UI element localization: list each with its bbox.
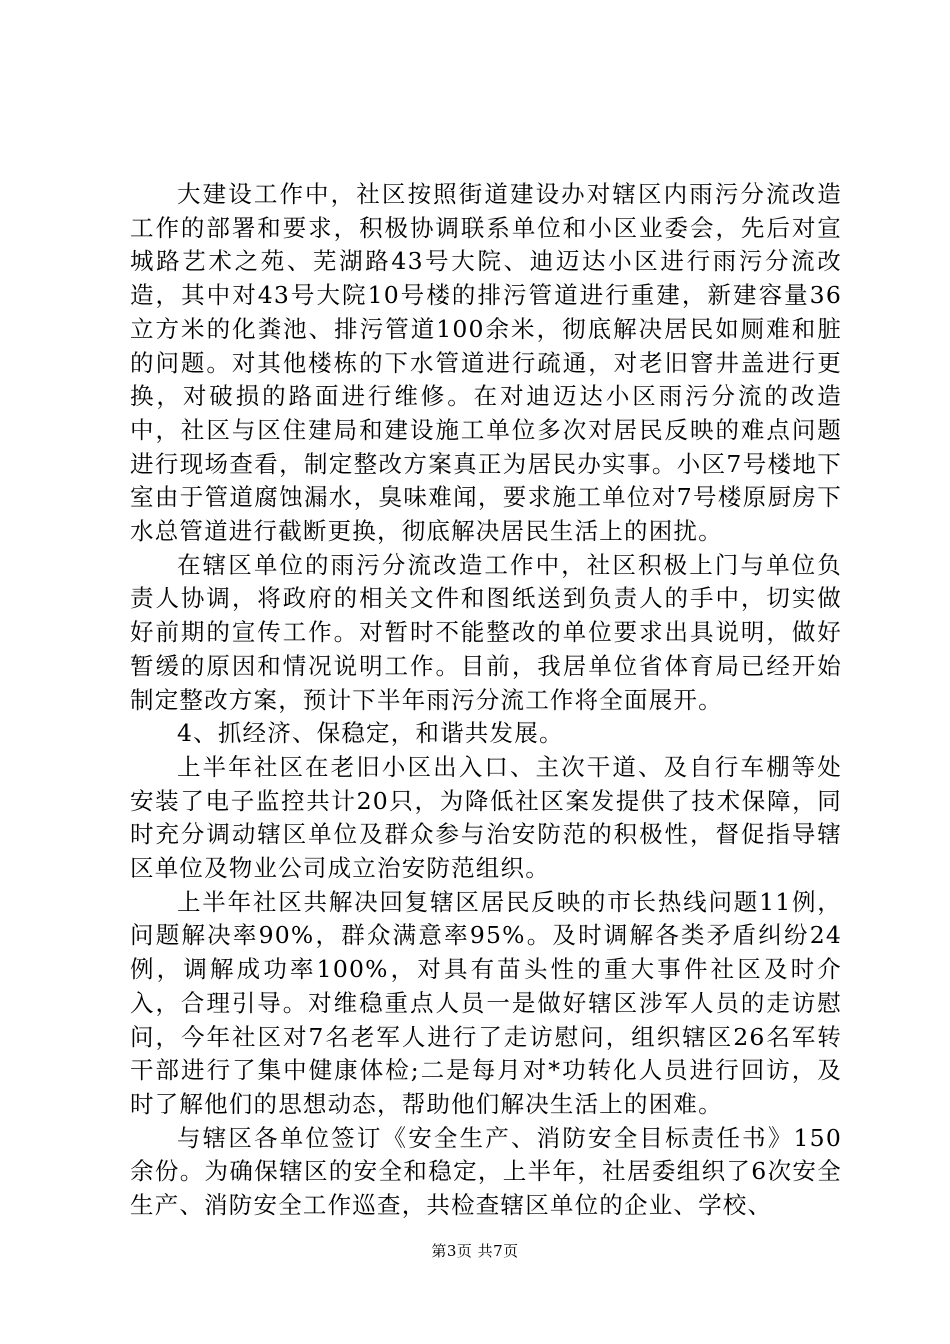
document-body <box>130 178 842 1223</box>
paragraph-safety-responsibility: 与辖区各单位签订《安全生产、消防安全目标责任书》150余份。为确保辖区的安全和稳定，上半年，社居委组织了6次安全生产、消防安全工作巡查，共检查辖区单位的企业、学校、 <box>130 1123 842 1220</box>
page-number-footer: 第3页 共7页 <box>431 1242 519 1260</box>
paragraph-unit-renovation: 在辖区单位的雨污分流改造工作中，社区积极上门与单位负责人协调，将政府的相关文件和图纸送到负责人的手中，切实做好前期的宣传工作。对暂时不能整改的单位要求出具说明，做好暂缓的原因和情况说明工作。目前，我居单位省体育局已经开始制定整改方案，预计下半年雨污分流工作将全面展开。 <box>130 550 842 714</box>
paragraph-surveillance: 上半年社区在老旧小区出入口、主次干道、及自行车棚等处安装了电子监控共计20只，为降低社区案发提供了技术保障，同时充分调动辖区单位及群众参与治安防范的积极性，督促指导辖区单位及物业公司成立治安防范组织。 <box>130 752 842 883</box>
section-heading-economy-stability: 4、抓经济、保稳定，和谐共发展。 <box>177 719 564 748</box>
paragraph-hotline-mediation: 上半年社区共解决回复辖区居民反映的市长热线问题11例，问题解决率90%，群众满意率95%。及时调解各类矛盾纠纷24例，调解成功率100%，对具有苗头性的重大事件社区及时介入，合理引导。对维稳重点人员一是做好辖区涉军人员的走访慰问，今年社区对7名老军人进行了走访慰问，组织辖区26名军转干部进行了集中健康体检;二是每月对*功转化人员进行回访，及时了解他们的思想动态，帮助他们解决生活上的困难。 <box>130 887 842 1118</box>
paragraph-drainage-renovation: 大建设工作中，社区按照街道建设办对辖区内雨污分流改造工作的部署和要求，积极协调联系单位和小区业委会，先后对宣城路艺术之苑、芜湖路43号大院、迪迈达小区进行雨污分流改造，其中对43号大院10号楼的排污管道进行重建，新建容量36立方米的化粪池、排污管道100余米，彻底解决居民如厕难和脏的问题。对其他楼栋的下水管道进行疏通，对老旧窨井盖进行更换，对破损的路面进行维修。在对迪迈达小区雨污分流的改造中，社区与区住建局和建设施工单位多次对居民反映的难点问题进行现场查看，制定整改方案真正为居民办实事。小区7号楼地下室由于管道腐蚀漏水，臭味难闻，要求施工单位对7号楼原厨房下水总管道进行截断更换，彻底解决居民生活上的困扰。 <box>130 180 842 546</box>
